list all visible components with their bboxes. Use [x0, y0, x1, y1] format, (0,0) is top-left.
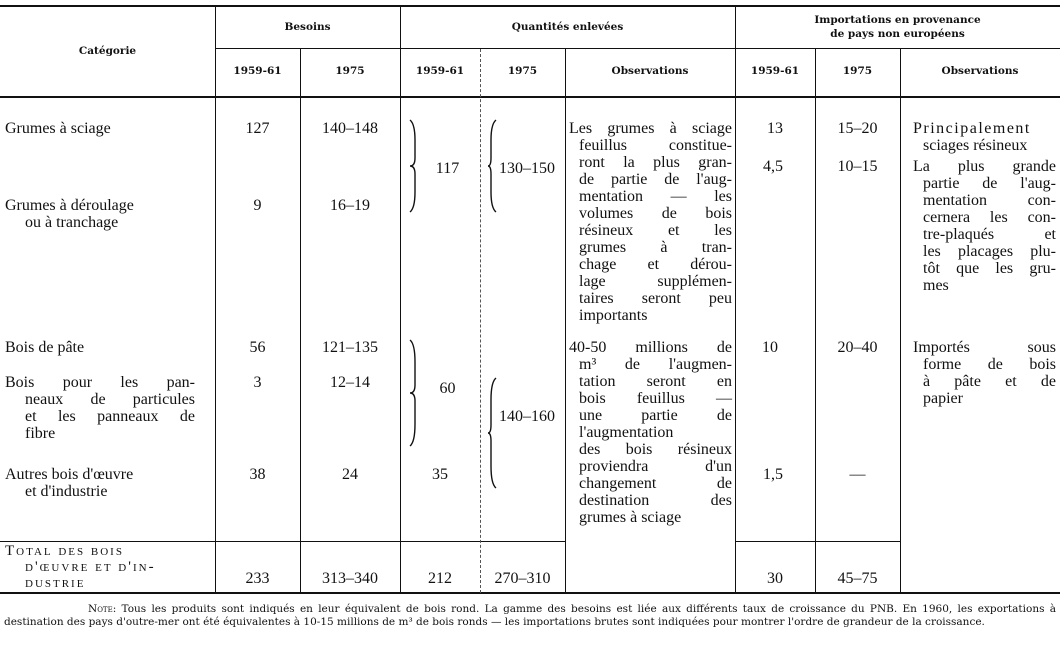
quantites-1959-autres: 35 [432, 466, 448, 483]
total-rule-right [735, 541, 900, 542]
brace-icon [488, 378, 498, 488]
observation-line: proviendra d'un [579, 458, 732, 475]
subheader-quantites-observations: Observations [611, 65, 689, 77]
brace-icon [408, 340, 418, 446]
category-line: Bois pour les pan- [5, 374, 195, 391]
subheader-imp-1959: 1959-61 [750, 65, 800, 77]
note-lead: Note: [88, 603, 117, 615]
category-line: d'œuvre et d'in- [25, 559, 156, 575]
category-autres-bois [5, 466, 133, 500]
imp-1959-cell: 4,5 [763, 158, 783, 175]
imp-1975-cell: 15–20 [837, 120, 878, 137]
quantites-1975-group2: 140–160 [499, 408, 555, 425]
total-besoins-1959: 233 [245, 570, 270, 587]
subheader-imp-1975: 1975 [842, 65, 873, 77]
subheader-besoins-1959: 1959-61 [233, 65, 282, 77]
top-rule [0, 5, 1060, 7]
observation-line: les placages plu- [923, 243, 1056, 260]
observation-line: destination des [579, 492, 732, 509]
category-grumes-sciage: Grumes à sciage [5, 120, 111, 137]
observation-line: une partie de [579, 407, 732, 424]
imp-1959-cell: 10 [762, 339, 778, 356]
col-divider [480, 49, 482, 593]
header-line: de pays non européens [830, 28, 965, 40]
observation-line: volumes de bois [579, 205, 732, 222]
imp-1959-cell: 13 [767, 120, 783, 137]
category-grumes-deroulage [5, 197, 134, 231]
quantites-1975-group1: 130–150 [499, 160, 555, 177]
observation-line: mes [923, 277, 949, 294]
besoins-1959-cell: 56 [249, 339, 266, 356]
observation-line: des bois résineux [579, 441, 732, 458]
besoins-1975-cell: 12–14 [330, 374, 370, 391]
observation-line: tre-plaqués et [923, 226, 1056, 243]
besoins-1959-cell: 127 [245, 120, 270, 137]
observation-line: Principalement [913, 120, 1031, 137]
table-note [4, 603, 1056, 628]
observation-line: mentation — les [579, 188, 732, 205]
col-divider [215, 7, 216, 593]
observation-line: m³ de l'augmen- [579, 356, 732, 373]
imp-1959-cell: 1,5 [763, 466, 783, 483]
total-imp-1975: 45–75 [837, 570, 878, 587]
observation-line: à pâte et de [923, 373, 1056, 390]
observation-line: Importés sous [913, 339, 1056, 356]
observation-line: sciages résineux [923, 137, 1028, 154]
observation-line: partie de l'aug- [923, 175, 1056, 192]
observation-line: forme de bois [923, 356, 1056, 373]
observation-line: mentation con- [923, 192, 1056, 209]
category-bois-pate: Bois de pâte [5, 339, 85, 356]
col-divider [565, 49, 566, 593]
observation-line: Les grumes à sciage [569, 120, 732, 137]
besoins-1959-cell: 3 [253, 374, 262, 391]
header-besoins: Besoins [284, 21, 331, 33]
category-line: Grumes à déroulage [5, 197, 134, 214]
imp-1975-cell: 20–40 [837, 339, 878, 356]
quantites-observations-group1 [569, 120, 732, 324]
besoins-1959-cell: 38 [249, 466, 266, 483]
observation-line: chage et dérou- [579, 256, 732, 273]
header-line: Importations en provenance [814, 14, 981, 26]
imp-observations-2 [913, 158, 1056, 294]
category-line: dustrie [25, 575, 86, 591]
header-importations [735, 13, 1060, 41]
category-line: fibre [25, 425, 56, 442]
besoins-1975-cell: 16–19 [330, 197, 370, 214]
imp-observations-1 [913, 120, 1056, 154]
quantites-1959-group2: 60 [439, 380, 456, 397]
subheader-imp-observations: Observations [941, 65, 1019, 77]
total-besoins-1975: 313–340 [322, 570, 378, 587]
category-line: et d'industrie [25, 483, 108, 500]
observation-line: grumes à tran- [579, 239, 732, 256]
observation-line: grumes à sciage [579, 509, 682, 526]
observation-line: résineux et les [579, 222, 732, 239]
subheader-quantites-1959: 1959-61 [415, 65, 465, 77]
header-quantites: Quantités enlevées [511, 21, 624, 33]
subheader-besoins-1975: 1975 [335, 65, 365, 77]
observation-line: l'augmentation [579, 424, 674, 441]
category-total [5, 543, 156, 591]
category-line: ou à tranchage [25, 214, 119, 231]
category-line: neaux de particules [25, 391, 195, 408]
subheader-quantites-1975: 1975 [507, 65, 538, 77]
observation-line: tôt que les gru- [923, 260, 1056, 277]
observation-line: taires seront peu [579, 290, 732, 307]
observation-line: 40-50 millions de [569, 339, 732, 356]
imp-1975-cell: — [849, 466, 866, 483]
brace-icon [408, 120, 418, 212]
bottom-rule [0, 592, 1060, 594]
besoins-1975-cell: 140–148 [322, 120, 378, 137]
observation-line: feuillus constitue- [579, 137, 732, 154]
note-text: Tous les produits sont indiqués en leur équivalent de bois rond. La gamme des besoins est liée aux différents taux de croissance du PNB. En 1960, les exportations à destination des pays d'outre-mer ont été équivalentes à 10-15 millions de m³ de bois ronds — les importations brutes sont indiquées pour montrer l'ordre de grandeur de la croissance. [4, 603, 1056, 628]
total-quantites-1975: 270–310 [494, 570, 551, 587]
besoins-1959-cell: 9 [253, 197, 262, 214]
observation-line: ront la plus gran- [579, 154, 732, 171]
header-categorie: Catégorie [78, 45, 137, 57]
besoins-1975-cell: 121–135 [322, 339, 378, 356]
observation-line: La plus grande [913, 158, 1056, 175]
header-bottom-rule [0, 96, 1060, 98]
observation-line: de partie de l'aug- [579, 171, 732, 188]
observation-line: lage supplémen- [579, 273, 732, 290]
observation-line: importants [579, 307, 648, 324]
header-subrule [215, 48, 1060, 49]
total-imp-1959: 30 [767, 570, 783, 587]
col-divider [400, 7, 401, 593]
quantites-observations-group2 [569, 339, 732, 526]
observation-line: cernera les con- [923, 209, 1056, 226]
col-divider [735, 7, 736, 593]
category-line: Autres bois d'œuvre [5, 466, 134, 483]
brace-icon [488, 120, 498, 212]
observation-line: papier [923, 390, 963, 407]
col-divider [900, 49, 901, 593]
besoins-1975-cell: 24 [342, 466, 358, 483]
total-quantites-1959: 212 [428, 570, 452, 587]
category-bois-panneaux [5, 374, 195, 442]
observation-line: tation seront en [579, 373, 732, 390]
imp-observations-3 [913, 339, 1056, 407]
imp-1975-cell: 10–15 [837, 158, 878, 175]
observation-line: bois feuillus — [579, 390, 732, 407]
category-line: et les panneaux de [25, 408, 195, 425]
observation-line: changement de [579, 475, 732, 492]
quantites-1959-group1: 117 [435, 160, 460, 177]
category-line: Total des bois [5, 543, 124, 559]
